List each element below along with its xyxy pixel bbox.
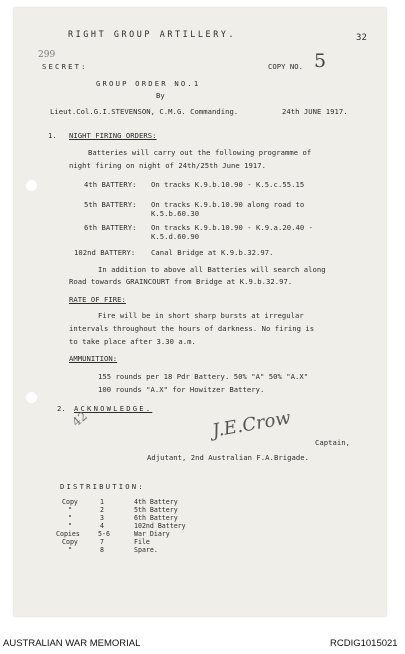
task-6th-line-1: On tracks K.9.b.10.90 - K.9.a.20.40 - — [151, 223, 313, 232]
rate-line-2: intervals throughout the hours of darkness. No firing is — [69, 324, 315, 333]
distribution-recipient: 4th Battery — [134, 498, 178, 506]
task-102nd-line-1: Canal Bridge at K.9.b.32.97. — [151, 248, 274, 257]
folio-number: 32 — [356, 33, 367, 43]
distribution-row — [14, 538, 386, 546]
distribution-recipient: File — [134, 538, 150, 546]
distribution-label: Copy — [62, 538, 78, 546]
punch-hole-top — [26, 180, 37, 191]
distribution-copy-number: 3 — [100, 514, 104, 522]
task-5th-line-2: K.5.b.60.30 — [151, 209, 200, 218]
task-4th-line-1: On tracks K.9.b.10.90 - K.5.c.55.15 — [151, 180, 305, 189]
task-battery-4th: 4th BATTERY: — [84, 180, 137, 189]
signature-rank: Captain, — [315, 438, 351, 447]
distribution-label: Copy — [62, 498, 78, 506]
distribution-recipient: War Diary — [134, 530, 170, 538]
task-battery-6th: 6th BATTERY: — [84, 223, 137, 232]
ammunition-line-1: 155 rounds per 18 Pdr Battery. 50% "A" 50% "A.X" — [98, 372, 309, 381]
distribution-recipient: 6th Battery — [134, 514, 178, 522]
commander-line: Lieut.Col.G.I.STEVENSON, C.M.G. Commanding. — [50, 107, 239, 116]
distribution-row — [14, 522, 386, 530]
group-order-number: GROUP ORDER NO.1 — [96, 79, 201, 88]
signature-role: Adjutant, 2nd Australian F.A.Brigade. — [147, 453, 309, 462]
distribution-recipient: Spare. — [134, 546, 158, 554]
distribution-row — [14, 514, 386, 522]
night-firing-heading: NIGHT FIRING ORDERS: — [69, 131, 157, 140]
ammunition-line-2: 100 rounds "A.X" for Howitzer Battery. — [98, 385, 265, 394]
distribution-row — [14, 506, 386, 514]
distribution-copy-number: 7 — [100, 538, 104, 546]
distribution-copy-number: 1 — [100, 498, 104, 506]
addition-line-2: Road towards GRAINCOURT from Bridge at K.9.b.32.97. — [69, 277, 293, 286]
distribution-row — [14, 498, 386, 506]
acknowledge-heading: ACKNOWLEDGE. — [74, 404, 153, 413]
task-battery-5th: 5th BATTERY: — [84, 200, 137, 209]
document-page — [14, 8, 386, 616]
distribution-copy-number: 5-6 — [98, 530, 110, 538]
punch-hole-bottom — [26, 392, 37, 403]
rate-line-3: to take place after 3.30 a.m. — [69, 337, 196, 346]
footer-archive-name: AUSTRALIAN WAR MEMORIAL — [3, 638, 141, 649]
distribution-row — [14, 530, 386, 538]
intro-line-2: night firing on night of 24th/25th June 1917. — [69, 161, 266, 170]
handwritten-signature: J.E.Crow — [210, 407, 293, 442]
pencil-mark: 42 — [69, 408, 90, 430]
document-title: RIGHT GROUP ARTILLERY. — [68, 29, 237, 39]
section-2-number: 2. — [57, 404, 66, 413]
distribution-label: " — [68, 506, 72, 514]
distribution-heading: DISTRIBUTION: — [60, 482, 145, 491]
by-label: By — [156, 91, 165, 100]
task-6th-line-2: K.5.d.60.90 — [151, 232, 200, 241]
intro-line-1: Batteries will carry out the following programme of — [88, 148, 312, 157]
distribution-row — [14, 546, 386, 554]
copy-number: 5 — [314, 50, 327, 72]
footer-record-id: RCDIG1015021 — [330, 638, 398, 649]
distribution-copy-number: 2 — [100, 506, 104, 514]
distribution-copy-number: 4 — [100, 522, 104, 530]
addition-line-1: In addition to above all Batteries will search along — [98, 265, 326, 274]
distribution-label: " — [68, 522, 72, 530]
copy-label: COPY NO. — [268, 62, 304, 71]
pencil-reference: 299 — [38, 50, 56, 60]
order-date: 24th JUNE 1917. — [282, 107, 348, 116]
section-1-number: 1. — [48, 131, 57, 140]
task-5th-line-1: On tracks K.9.b.10.90 along road to — [151, 200, 305, 209]
rate-line-1: Fire will be in short sharp bursts at irregular — [98, 311, 304, 320]
distribution-label: " — [68, 546, 72, 554]
secret-label: SECRET: — [42, 62, 88, 71]
task-battery-102nd: 102nd BATTERY: — [74, 248, 136, 257]
distribution-recipient: 5th Battery — [134, 506, 178, 514]
rate-of-fire-heading: RATE OF FIRE: — [69, 295, 126, 304]
distribution-copy-number: 8 — [100, 546, 104, 554]
distribution-recipient: 102nd Battery — [134, 522, 186, 530]
distribution-label: Copies — [56, 530, 80, 538]
ammunition-heading: AMMUNITION: — [69, 354, 118, 363]
distribution-label: " — [68, 514, 72, 522]
